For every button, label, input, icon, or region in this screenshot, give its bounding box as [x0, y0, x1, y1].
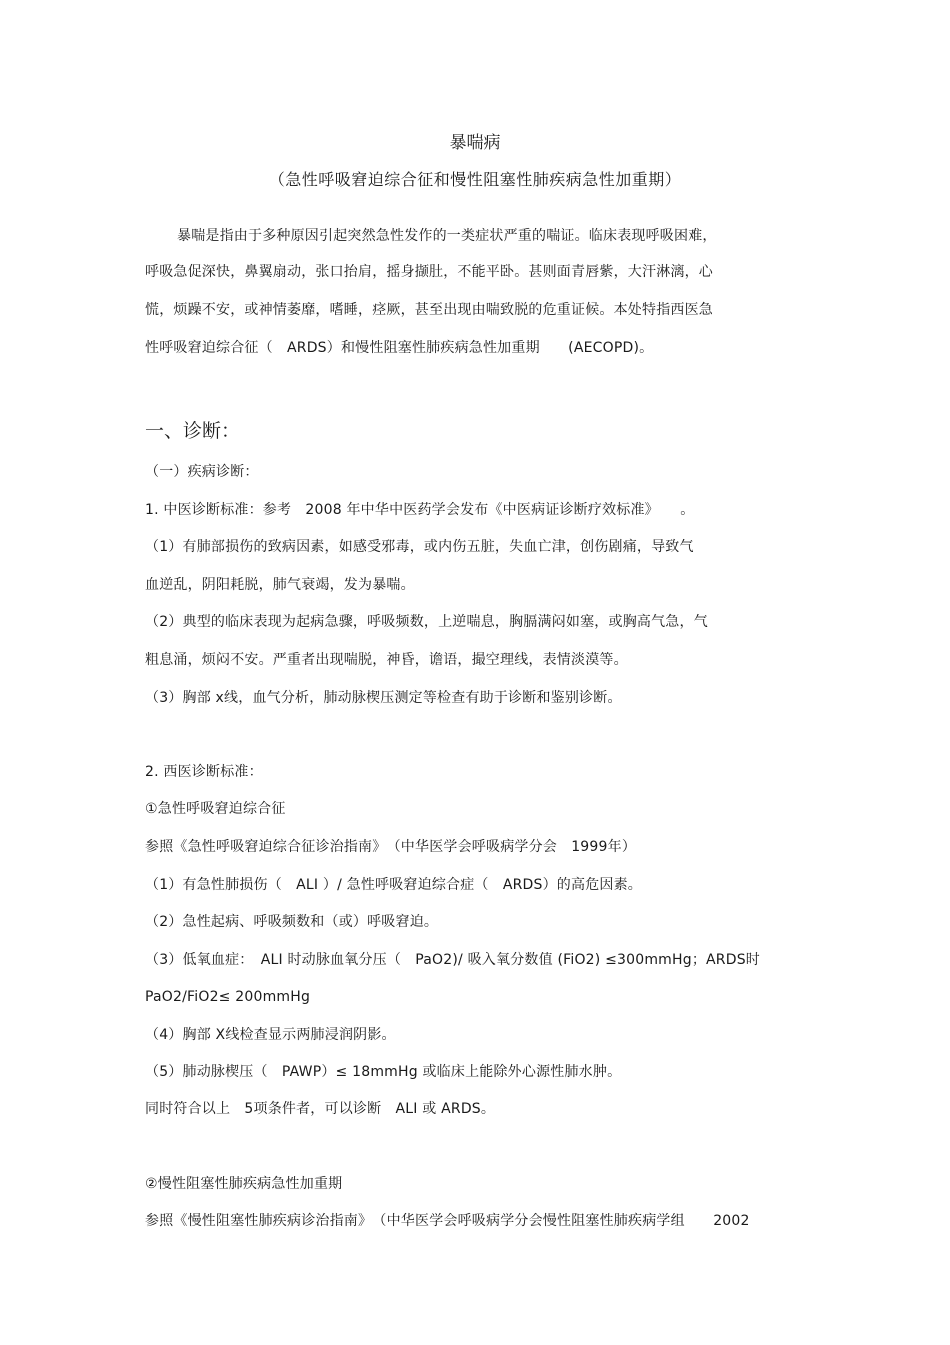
section-heading: 一、诊断：: [145, 420, 241, 442]
body-line: （一）疾病诊断：: [145, 464, 259, 480]
body-line: （1）有急性肺损伤（ ALI ）/ 急性呼吸窘迫综合症（ ARDS）的高危因素。: [145, 877, 643, 893]
intro-line-2: 呼吸急促深快，鼻翼扇动，张口抬肩，摇身撷肚，不能平卧。甚则面青唇紫，大汗淋漓，心: [145, 264, 713, 280]
body-line: 血逆乱，阴阳耗脱，肺气衰竭，发为暴喘。: [145, 577, 415, 593]
body-line: （2）典型的临床表现为起病急骤，呼吸频数，上逆喘息，胸膈满闷如塞，或胸高气急，气: [145, 614, 708, 630]
intro-line-4: 性呼吸窘迫综合征（ ARDS）和慢性阻塞性肺疾病急性加重期 (AECOPD)。: [145, 340, 654, 356]
body-line: 参照《急性呼吸窘迫综合征诊治指南》 （中华医学会呼吸病学分会 1999年）: [145, 839, 637, 855]
body-line: （4）胸部 X线检查显示两肺浸润阴影。: [145, 1027, 396, 1043]
body-line: 2. 西医诊断标准：: [145, 764, 263, 780]
body-line: （3）胸部 x线，血气分析，肺动脉楔压测定等检查有助于诊断和鉴别诊断。: [145, 690, 622, 706]
body-line: 粗息涌，烦闷不安。严重者出现喘脱，神昏，谵语，撮空理线，表情淡漠等。: [145, 652, 628, 668]
body-line: （3）低氧血症： ALI 时动脉血氧分压（ PaO2)/ 吸入氧分数值 (FiO2) ≤300mmHg；ARDS时: [145, 952, 760, 968]
body-line: PaO2/FiO2≤ 200mmHg: [145, 989, 311, 1005]
body-line: 参照《慢性阻塞性肺疾病诊治指南》 （中华医学会呼吸病学分会慢性阻塞性肺疾病学组 2002: [145, 1213, 750, 1229]
body-line: 1. 中医诊断标准：参考 2008 年中华中医药学会发布《中医病证诊断疗效标准》 。: [145, 502, 695, 518]
intro-line-1: 暴喘是指由于多种原因引起突然急性发作的一类症状严重的喘证。临床表现呼吸困难，: [177, 228, 717, 244]
page-title: 暴喘病: [449, 133, 501, 153]
page-subtitle: （急性呼吸窘迫综合征和慢性阻塞性肺疾病急性加重期）: [268, 170, 682, 189]
body-line: （5）肺动脉楔压（ PAWP）≤ 18mmHg 或临床上能除外心源性肺水肿。: [145, 1064, 622, 1080]
intro-line-3: 慌，烦躁不安，或神情萎靡，嗜睡，痉厥，甚至出现由喘致脱的危重证候。本处特指西医急: [145, 302, 713, 318]
body-line: ①急性呼吸窘迫综合征: [145, 801, 286, 817]
body-line: ②慢性阻塞性肺疾病急性加重期: [145, 1176, 343, 1192]
body-line: （1）有肺部损伤的致病因素，如感受邪毒，或内伤五脏，失血亡津，创伤剧痛，导致气: [145, 539, 694, 555]
body-line: （2）急性起病、呼吸频数和（或）呼吸窘迫。: [145, 914, 439, 930]
body-line: 同时符合以上 5项条件者，可以诊断 ALI 或 ARDS。: [145, 1101, 496, 1117]
